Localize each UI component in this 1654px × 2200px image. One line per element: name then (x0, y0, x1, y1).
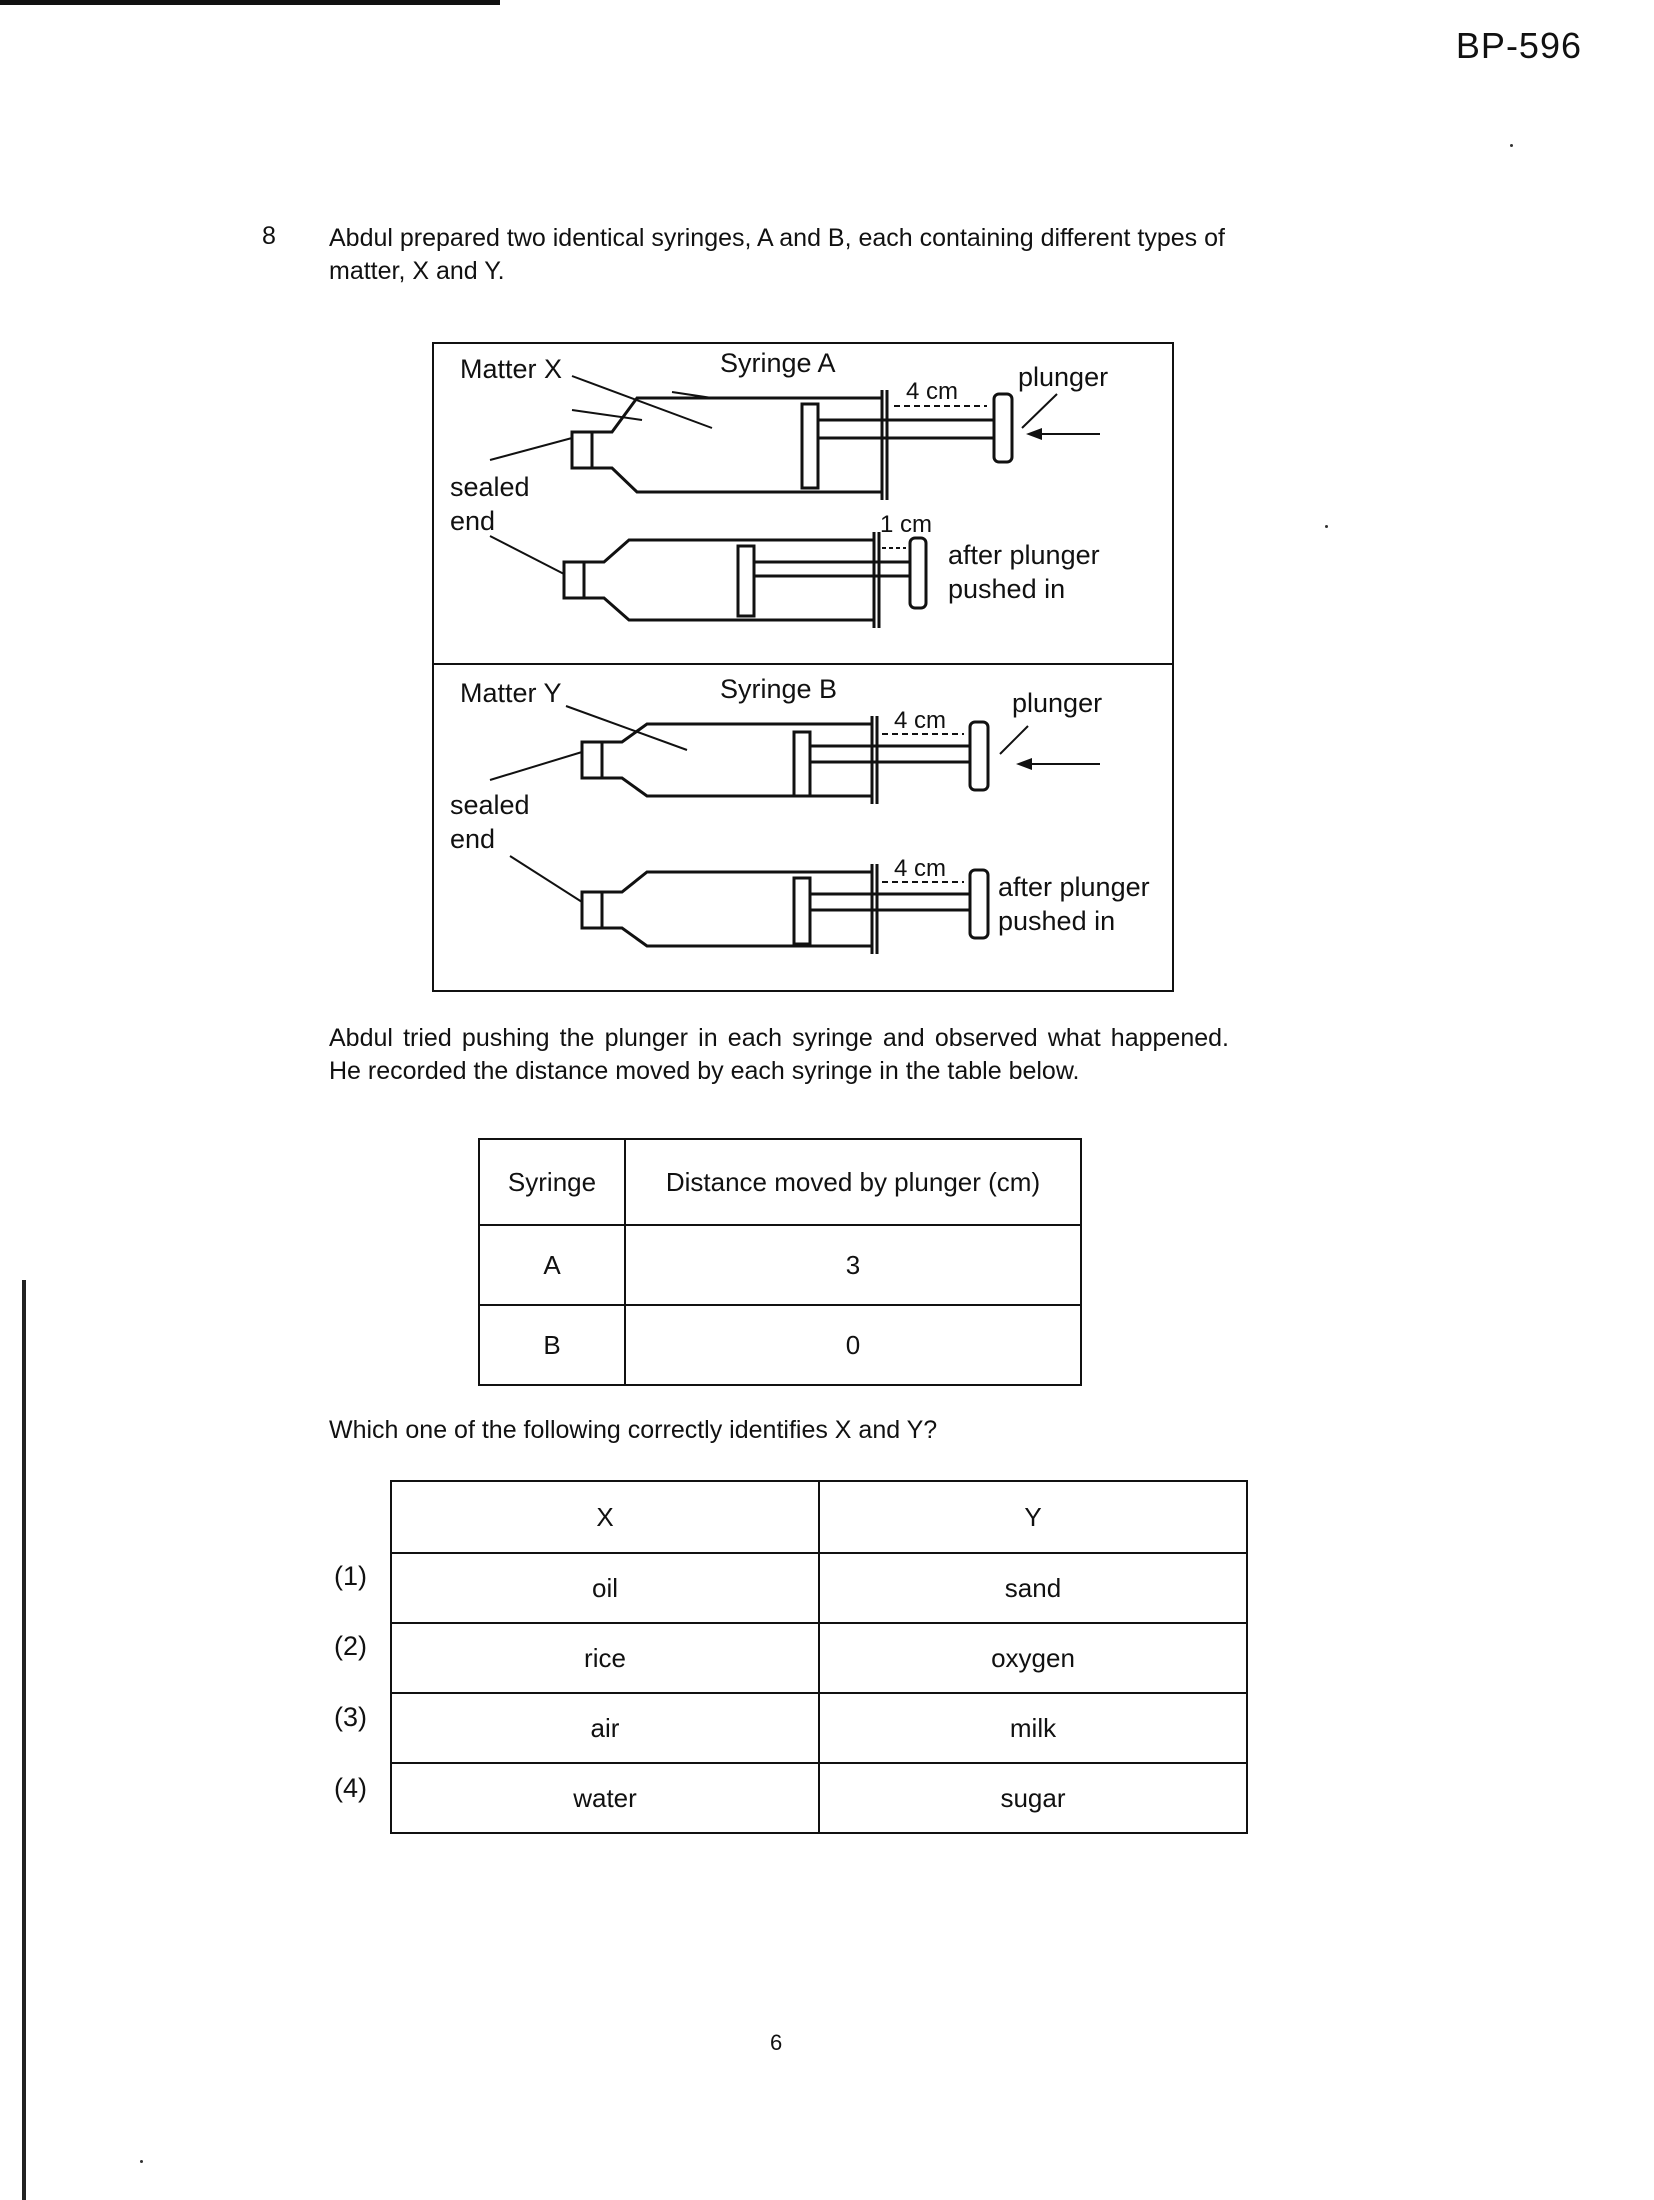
plunger-label-a: plunger (1018, 362, 1109, 392)
plunger-head (794, 878, 810, 944)
option-row[interactable] (391, 1693, 1247, 1763)
option-x-cell: rice (391, 1623, 819, 1693)
syringe-cell: A (479, 1225, 625, 1305)
gap-before-a: 4 cm (906, 378, 959, 405)
option-number: (1) (334, 1561, 367, 1591)
plunger-handle (970, 870, 988, 938)
sealed-pointer-a2 (490, 536, 564, 574)
option-y-cell: sand (819, 1553, 1247, 1623)
syringe-cell: B (479, 1305, 625, 1385)
scan-speck (140, 2160, 143, 2163)
document-code: BP-596 (1455, 25, 1582, 66)
syringe-diagram (432, 342, 1174, 992)
observation-text: Abdul tried pushing the plunger in each syringe and observed what happened. He recorded the distance moved by each syringe in the table below. (329, 1024, 1229, 1085)
option-x-cell: air (391, 1693, 819, 1763)
sealed-pointer-b (490, 752, 582, 780)
option-row[interactable] (391, 1553, 1247, 1623)
panel-b (450, 674, 1150, 954)
option-number: (4) (334, 1773, 367, 1803)
plunger-label-b: plunger (1012, 688, 1103, 718)
after-label-b1: after plunger (998, 872, 1150, 902)
distance-cell: 0 (625, 1305, 1081, 1385)
page-number: 6 (770, 2030, 783, 2055)
plunger-handle (910, 538, 926, 608)
results-table (478, 1138, 1082, 1386)
after-label-a1: after plunger (948, 540, 1100, 570)
plunger-head (802, 404, 818, 488)
table-row (479, 1305, 1081, 1385)
matter-x-pointer (572, 376, 712, 428)
table-row (479, 1225, 1081, 1305)
plunger-head (738, 546, 754, 616)
gap-after-b: 4 cm (894, 855, 947, 882)
question-number: 8 (262, 222, 276, 250)
scan-edge-top (0, 0, 500, 5)
option-number: (3) (334, 1702, 367, 1732)
gap-after-a: 1 cm (880, 511, 933, 538)
plunger-head (794, 732, 810, 796)
option-y-cell: sugar (819, 1763, 1247, 1833)
sealed-pointer-a (490, 438, 572, 460)
sealed-tip (572, 432, 592, 468)
option-x-cell: water (391, 1763, 819, 1833)
scan-speck (1510, 144, 1513, 147)
syringe-b-title: Syringe B (720, 674, 838, 704)
matter-y-label: Matter Y (460, 678, 562, 708)
scan-speck (1325, 525, 1328, 528)
end-label-b: end (450, 824, 496, 854)
matter-x-label: Matter X (460, 354, 563, 384)
plunger-handle (970, 722, 988, 790)
syringe-a-after (564, 532, 926, 628)
distance-cell: 3 (625, 1225, 1081, 1305)
sealed-tip (582, 892, 602, 928)
question-prompt: Which one of the following correctly identifies X and Y? (329, 1416, 938, 1444)
after-label-a2: pushed in (948, 574, 1066, 604)
results-header-row (479, 1139, 1081, 1225)
options-header-row (391, 1481, 1247, 1553)
option-y-cell: oxygen (819, 1623, 1247, 1693)
option-number: (2) (334, 1631, 367, 1661)
sealed-pointer-b2 (510, 856, 582, 902)
sealed-tip (564, 562, 584, 598)
header-y: Y (819, 1481, 1247, 1553)
end-label-a: end (450, 506, 496, 536)
header-syringe: Syringe (479, 1139, 625, 1225)
sealed-label-a: sealed (450, 472, 530, 502)
sealed-label-b: sealed (450, 790, 530, 820)
panel-a (450, 348, 1108, 628)
scan-edge-left (22, 1280, 26, 2200)
option-row[interactable] (391, 1763, 1247, 1833)
option-x-cell: oil (391, 1553, 819, 1623)
gap-before-b: 4 cm (894, 707, 947, 734)
option-row[interactable] (391, 1623, 1247, 1693)
header-x: X (391, 1481, 819, 1553)
header-distance: Distance moved by plunger (cm) (625, 1139, 1081, 1225)
after-label-b2: pushed in (998, 906, 1116, 936)
question-intro: Abdul prepared two identical syringes, A and B, each containing different types of matter, X and Y. (329, 224, 1225, 285)
option-y-cell: milk (819, 1693, 1247, 1763)
options-table (390, 1480, 1248, 1834)
syringe-a-title: Syringe A (720, 348, 836, 378)
plunger-handle (994, 394, 1012, 462)
sealed-tip (582, 742, 602, 778)
